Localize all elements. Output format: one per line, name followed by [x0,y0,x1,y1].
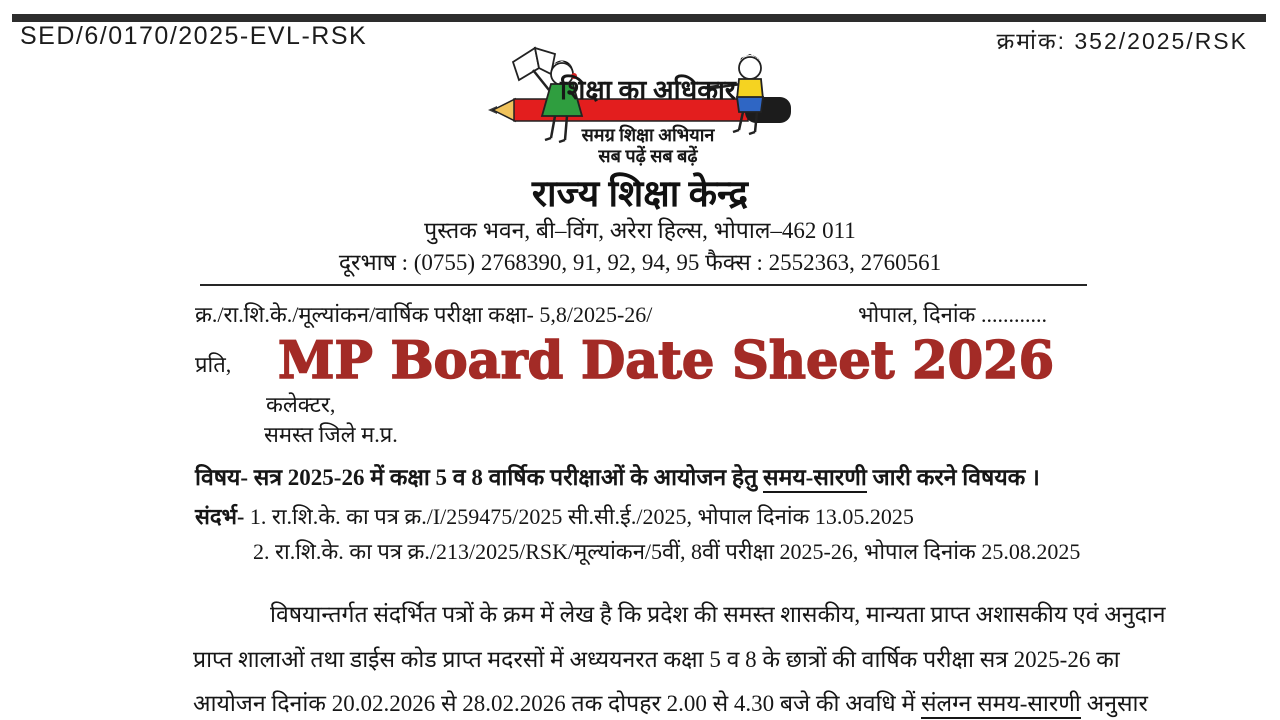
organization-phone: दूरभाष : (0755) 2768390, 91, 92, 94, 95 फैक्स : 2552363, 2760561 [338,250,942,275]
reference-line-2: 2. रा.शि.के. का पत्र क्र./213/2025/RSK/मूल्यांकन/5वीं, 8वीं परीक्षा 2025-26, भोपाल दिनांक 25.08.2025 [253,539,1081,564]
logo-slogan: शिक्षा का अधिकार [560,75,736,105]
rte-pencil-logo [483,42,813,167]
salutation: प्रति, [195,352,232,377]
body-paragraph-line-1: विषयान्तर्गत संदर्भित पत्रों के क्रम में लेख है कि प्रदेश की समस्त शासकीय, मान्यता प्राप्त अशासकीय एवं अनुदान [270,602,1166,627]
organization-address: पुस्तक भवन, बी–विंग, अरेरा हिल्स, भोपाल–462 011 [424,218,856,243]
subject-line [195,460,1040,492]
reference-1-text: 1. रा.शि.के. का पत्र क्र./I/259475/2025 सी.सी.ई./2025, भोपाल दिनांक 13.05.2025 [249,504,914,529]
body-line3-post: अनुसार [1080,691,1148,716]
organization-name: राज्य शिक्षा केन्द्र [531,174,749,215]
overlay-headline: MP Board Date Sheet 2026 [278,331,1055,391]
recipient-line-1: कलेक्टर, [266,392,336,417]
subject-suffix: जारी करने विषयक । [866,465,1040,490]
serial-number: क्रमांक: 352/2025/RSK [996,28,1248,54]
subject-prefix: विषय- सत्र 2025-26 में कक्षा 5 व 8 वार्षिक परीक्षाओं के आयोजन हेतु [195,465,764,490]
letterhead-divider [200,284,1087,286]
document-ref-number: SED/6/0170/2025-EVL-RSK [20,22,368,50]
reference-line-1 [195,501,914,531]
body-line3-pre: आयोजन दिनांक 20.02.2026 से 28.02.2026 तक दोपहर 2.00 से 4.30 बजे की अवधि में [193,691,921,716]
body-line3-underlined-term: संलग्न समय-सारणी [921,691,1081,719]
recipient-line-2: समस्त जिले म.प्र. [264,422,398,447]
reference-label: संदर्भ- [195,504,250,529]
body-paragraph-line-2: प्राप्त शालाओं तथा डाईस कोड प्राप्त मदरसों में अध्ययनरत कक्षा 5 व 8 के छात्रों की वार्षिक परीक्षा सत्र 2025-26 का [193,647,1120,672]
body-paragraph-line-3 [193,686,1148,718]
place-date-line: भोपाल, दिनांक ............ [858,302,1047,327]
logo-tagline: सब पढ़ें सब बढ़ें [598,146,698,166]
top-border-bar [12,14,1266,22]
subject-underlined-term: समय-सारणी [763,465,867,493]
logo-campaign: समग्र शिक्षा अभियान [581,125,715,145]
letter-ref-line: क्र./रा.शि.के./मूल्यांकन/वार्षिक परीक्षा कक्षा- 5,8/2025-26/ [195,302,653,327]
